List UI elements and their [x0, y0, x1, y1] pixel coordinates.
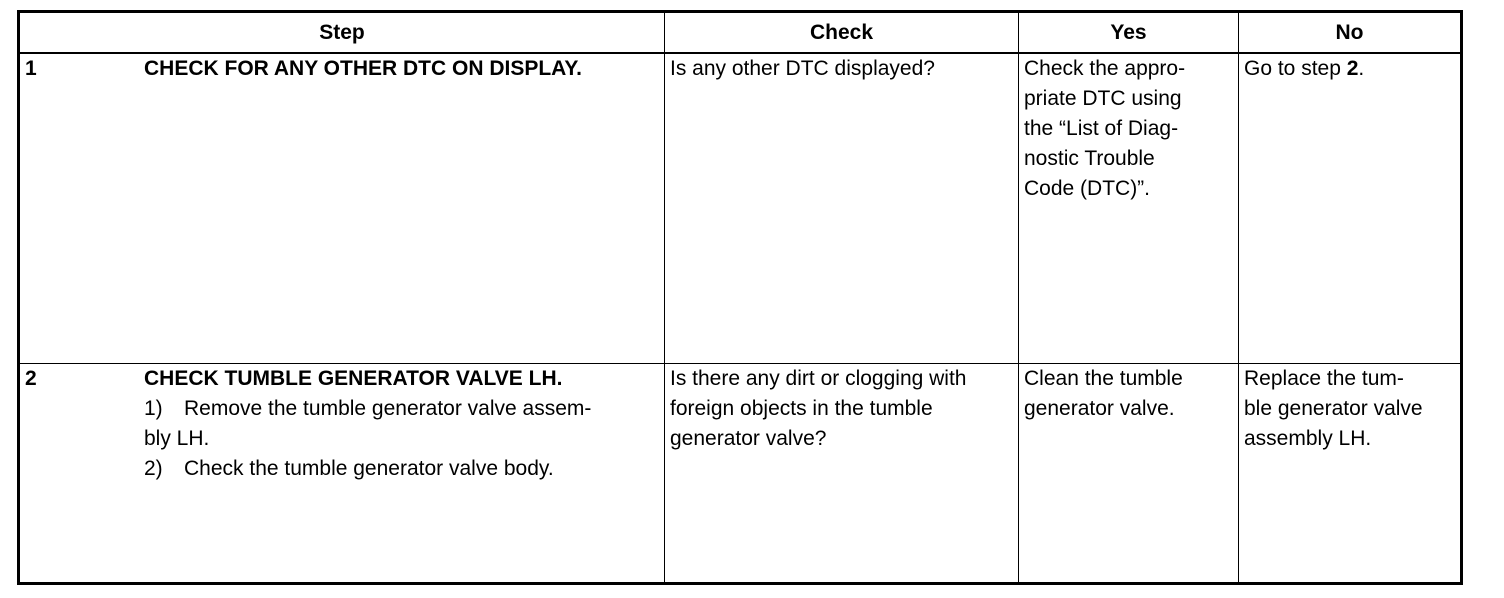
substep-label: 1) — [144, 397, 163, 420]
yes-line: generator valve. — [1024, 397, 1175, 420]
no-cell — [1239, 53, 1462, 364]
yes-line: Check the appro- — [1024, 57, 1186, 80]
no-step-ref: 2 — [1346, 57, 1359, 80]
yes-line: priate DTC using — [1024, 87, 1182, 110]
yes-line: Code (DTC)”. — [1024, 177, 1151, 200]
header-check: Check — [665, 12, 1019, 54]
check-line: Is any other DTC displayed? — [670, 57, 935, 80]
step-body — [144, 54, 659, 84]
yes-line: nostic Trouble — [1024, 147, 1155, 170]
substep-text: Remove the tumble generator valve assem- — [184, 397, 592, 420]
check-line: foreign objects in the tumble — [670, 397, 933, 420]
check-cell — [665, 53, 1019, 364]
yes-line: Clean the tumble — [1024, 367, 1183, 390]
step-title: CHECK FOR ANY OTHER DTC ON DISPLAY. — [144, 57, 582, 80]
no-line: Replace the tum- — [1244, 367, 1404, 390]
substep-continuation: bly LH. — [144, 427, 210, 450]
yes-cell — [1019, 364, 1239, 584]
step-number: 2 — [25, 367, 37, 390]
step-title: CHECK TUMBLE GENERATOR VALVE LH. — [144, 367, 563, 390]
check-line: Is there any dirt or clogging with — [670, 367, 967, 390]
header-no: No — [1239, 12, 1462, 54]
no-line: ble generator valve — [1244, 397, 1423, 420]
table-row — [19, 53, 1462, 364]
check-line: generator valve? — [670, 427, 827, 450]
header-row — [19, 12, 1462, 54]
no-line: assembly LH. — [1244, 427, 1372, 450]
substep — [144, 394, 659, 424]
header-step: Step — [19, 12, 665, 54]
substep-label: 2) — [144, 457, 163, 480]
table-row — [19, 364, 1462, 584]
no-suffix: . — [1358, 57, 1365, 80]
no-cell — [1239, 364, 1462, 584]
substep-text: Check the tumble generator valve body. — [184, 457, 554, 480]
diagnostic-table — [17, 10, 1463, 585]
step-number: 1 — [25, 57, 37, 80]
step-cell — [19, 364, 665, 584]
step-body — [144, 364, 659, 484]
header-yes: Yes — [1019, 12, 1239, 54]
yes-cell — [1019, 53, 1239, 364]
step-cell — [19, 53, 665, 364]
yes-line: the “List of Diag- — [1024, 117, 1179, 140]
substep — [144, 454, 659, 484]
check-cell — [665, 364, 1019, 584]
no-text: Go to step — [1244, 57, 1347, 80]
